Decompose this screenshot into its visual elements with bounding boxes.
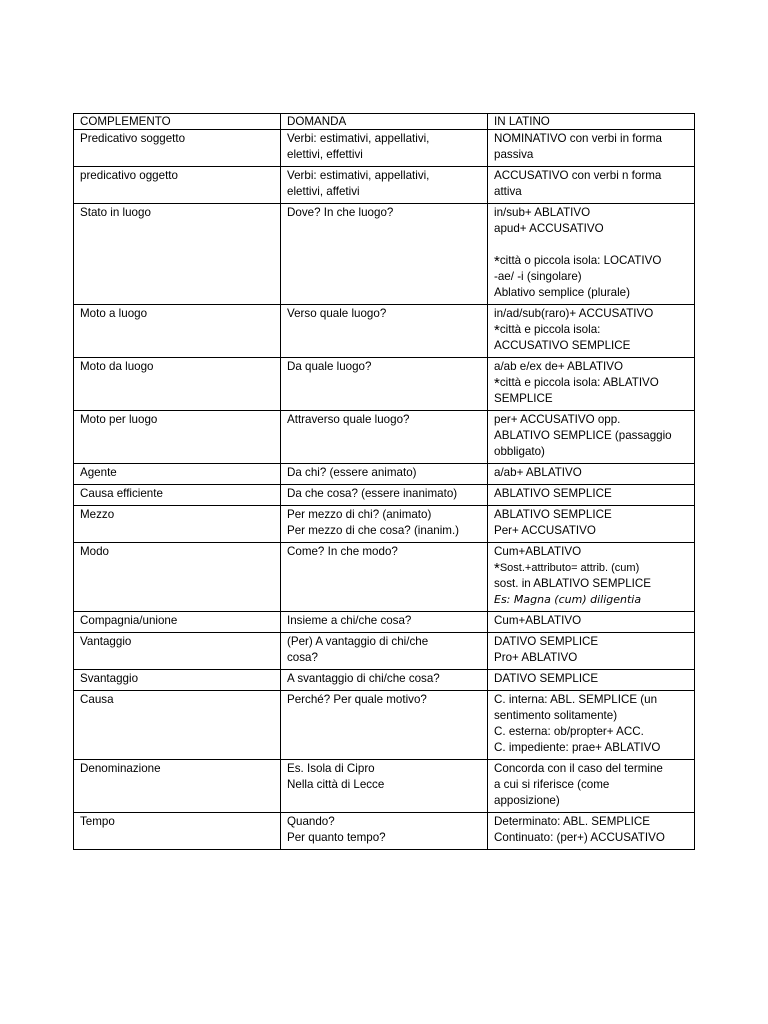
- table-row: [74, 464, 695, 485]
- cell-line: [494, 560, 688, 576]
- cell-domanda: [281, 464, 488, 485]
- cell-line: DATIVO SEMPLICE: [494, 672, 599, 685]
- cell-latino: [488, 130, 695, 167]
- cell-line: Pro+ ABLATIVO: [494, 651, 578, 664]
- cell-line: Verbi: estimativi, appellativi,: [287, 169, 430, 182]
- cell-latino: [488, 464, 695, 485]
- cell-domanda: [281, 813, 488, 850]
- cell-complemento: Moto per luogo: [74, 411, 281, 464]
- cell-domanda: [281, 633, 488, 670]
- cell-line: Insieme a chi/che cosa?: [287, 614, 412, 627]
- cell-complemento: predicativo oggetto: [74, 167, 281, 204]
- cell-domanda: [281, 691, 488, 760]
- table-body: [74, 130, 695, 850]
- cell-line: Verbi: estimativi, appellativi,: [287, 132, 430, 145]
- cell-line: Determinato: ABL. SEMPLICE: [494, 815, 650, 828]
- cell-domanda: [281, 358, 488, 411]
- cell-line: in/ad/sub(raro)+ ACCUSATIVO: [494, 307, 654, 320]
- cell-line: sentimento solitamente): [494, 709, 618, 722]
- cell-line: Dove? In che luogo?: [287, 206, 394, 219]
- cell-line: Continuato: (per+) ACCUSATIVO: [494, 831, 665, 844]
- cell-latino: [488, 411, 695, 464]
- table-row: [74, 813, 695, 850]
- cell-complemento: Agente: [74, 464, 281, 485]
- table-row: [74, 670, 695, 691]
- header-domanda: DOMANDA: [281, 114, 488, 130]
- cell-complemento: Causa efficiente: [74, 485, 281, 506]
- cell-complemento: Moto da luogo: [74, 358, 281, 411]
- cell-latino: [488, 612, 695, 633]
- cell-line: Concorda con il caso del termine: [494, 762, 663, 775]
- table-row: [74, 130, 695, 167]
- cell-line: elettivi, affetivi: [287, 185, 360, 198]
- cell-domanda: [281, 760, 488, 813]
- cell-line: Es. Isola di Cipro: [287, 762, 375, 775]
- cell-line: Cum+ABLATIVO: [494, 545, 582, 558]
- table-row: [74, 691, 695, 760]
- cell-line: [494, 253, 688, 269]
- cell-complemento: Stato in luogo: [74, 204, 281, 305]
- cell-line: C. interna: ABL. SEMPLICE (un: [494, 693, 658, 706]
- cell-line-text: città o piccola isola: LOCATIVO: [499, 254, 662, 267]
- asterisk-icon: *: [494, 560, 500, 577]
- cell-line-text: città e piccola isola: ABLATIVO: [499, 376, 659, 389]
- cell-line: obbligato): [494, 445, 545, 458]
- table-header: [74, 114, 695, 130]
- asterisk-icon: *: [494, 322, 500, 339]
- cell-line: ABLATIVO SEMPLICE (passaggio: [494, 429, 672, 442]
- header-row: [74, 114, 695, 130]
- cell-line: Da che cosa? (essere inanimato): [287, 487, 458, 500]
- cell-line: Per mezzo di che cosa? (inanim.): [287, 524, 460, 537]
- cell-line: ABLATIVO SEMPLICE: [494, 508, 612, 521]
- table-row: [74, 204, 695, 305]
- cell-complemento: Compagnia/unione: [74, 612, 281, 633]
- table-row: [74, 543, 695, 612]
- cell-line: C. impediente: prae+ ABLATIVO: [494, 741, 661, 754]
- table-row: [74, 305, 695, 358]
- cell-domanda: [281, 130, 488, 167]
- cell-latino: [488, 358, 695, 411]
- cell-line: Da chi? (essere animato): [287, 466, 417, 479]
- cell-line: NOMINATIVO con verbi in forma: [494, 132, 662, 145]
- cell-line: apposizione): [494, 794, 560, 807]
- table-row: [74, 167, 695, 204]
- table-row: [74, 612, 695, 633]
- cell-line: (Per) A vantaggio di chi/che: [287, 635, 429, 648]
- cell-line: a/ab e/ex de+ ABLATIVO: [494, 360, 624, 373]
- cell-line: Da quale luogo?: [287, 360, 372, 373]
- cell-complemento: Tempo: [74, 813, 281, 850]
- cell-line: a/ab+ ABLATIVO: [494, 466, 582, 479]
- cell-line-text: Sost.+attributo= attrib. (cum): [499, 562, 640, 574]
- cell-line: Quando?: [287, 815, 335, 828]
- cell-complemento: Modo: [74, 543, 281, 612]
- complementi-table: [73, 113, 695, 850]
- cell-complemento: Mezzo: [74, 506, 281, 543]
- asterisk-icon: *: [494, 253, 500, 270]
- cell-latino: [488, 485, 695, 506]
- table-row: [74, 358, 695, 411]
- cell-latino: [488, 691, 695, 760]
- cell-line: C. esterna: ob/propter+ ACC.: [494, 725, 644, 738]
- cell-line: A svantaggio di chi/che cosa?: [287, 672, 440, 685]
- cell-line: sost. in ABLATIVO SEMPLICE: [494, 577, 652, 590]
- cell-line: Per quanto tempo?: [287, 831, 386, 844]
- cell-complemento: Svantaggio: [74, 670, 281, 691]
- cell-line: ACCUSATIVO SEMPLICE: [494, 339, 631, 352]
- cell-line: apud+ ACCUSATIVO: [494, 222, 604, 235]
- header-latino: IN LATINO: [488, 114, 695, 130]
- cell-line: [494, 322, 688, 338]
- cell-line: Per mezzo di chi? (animato): [287, 508, 432, 521]
- cell-domanda: [281, 612, 488, 633]
- cell-line: Attraverso quale luogo?: [287, 413, 410, 426]
- cell-complemento: Denominazione: [74, 760, 281, 813]
- cell-latino: [488, 633, 695, 670]
- cell-line: attiva: [494, 185, 522, 198]
- cell-latino: [488, 813, 695, 850]
- cell-line: elettivi, effettivi: [287, 148, 363, 161]
- cell-latino: [488, 167, 695, 204]
- cell-line: ACCUSATIVO con verbi n forma: [494, 169, 662, 182]
- cell-line: [494, 375, 688, 391]
- cell-complemento: Moto a luogo: [74, 305, 281, 358]
- table-row: [74, 760, 695, 813]
- cell-line: -ae/ -i (singolare): [494, 270, 582, 283]
- asterisk-icon: *: [494, 375, 500, 392]
- cell-domanda: [281, 506, 488, 543]
- table-row: [74, 633, 695, 670]
- cell-latino: [488, 543, 695, 612]
- cell-line: DATIVO SEMPLICE: [494, 635, 599, 648]
- cell-complemento: Causa: [74, 691, 281, 760]
- cell-spacer: [494, 237, 688, 253]
- cell-domanda: [281, 670, 488, 691]
- table-row: [74, 506, 695, 543]
- cell-line: per+ ACCUSATIVO opp.: [494, 413, 621, 426]
- cell-line: Come? In che modo?: [287, 545, 398, 558]
- table-row: [74, 485, 695, 506]
- cell-domanda: [281, 204, 488, 305]
- cell-line: Nella città di Lecce: [287, 778, 385, 791]
- cell-complemento: Predicativo soggetto: [74, 130, 281, 167]
- cell-line: Es: Magna (cum) diligentia: [494, 593, 642, 606]
- cell-domanda: [281, 305, 488, 358]
- cell-line: ABLATIVO SEMPLICE: [494, 487, 612, 500]
- header-complemento: COMPLEMENTO: [74, 114, 281, 130]
- cell-domanda: [281, 411, 488, 464]
- table-row: [74, 411, 695, 464]
- cell-line: a cui si riferisce (come: [494, 778, 610, 791]
- cell-latino: [488, 305, 695, 358]
- cell-line: Perché? Per quale motivo?: [287, 693, 427, 706]
- cell-line: cosa?: [287, 651, 318, 664]
- cell-line: Cum+ABLATIVO: [494, 614, 582, 627]
- cell-line: Verso quale luogo?: [287, 307, 387, 320]
- cell-latino: [488, 204, 695, 305]
- cell-latino: [488, 760, 695, 813]
- cell-line: in/sub+ ABLATIVO: [494, 206, 591, 219]
- cell-line: SEMPLICE: [494, 392, 553, 405]
- cell-latino: [488, 670, 695, 691]
- cell-latino: [488, 506, 695, 543]
- cell-line: passiva: [494, 148, 534, 161]
- cell-line: Ablativo semplice (plurale): [494, 286, 630, 299]
- cell-line-text: città e piccola isola:: [499, 323, 601, 336]
- cell-line: Per+ ACCUSATIVO: [494, 524, 596, 537]
- cell-domanda: [281, 167, 488, 204]
- cell-domanda: [281, 543, 488, 612]
- cell-complemento: Vantaggio: [74, 633, 281, 670]
- cell-domanda: [281, 485, 488, 506]
